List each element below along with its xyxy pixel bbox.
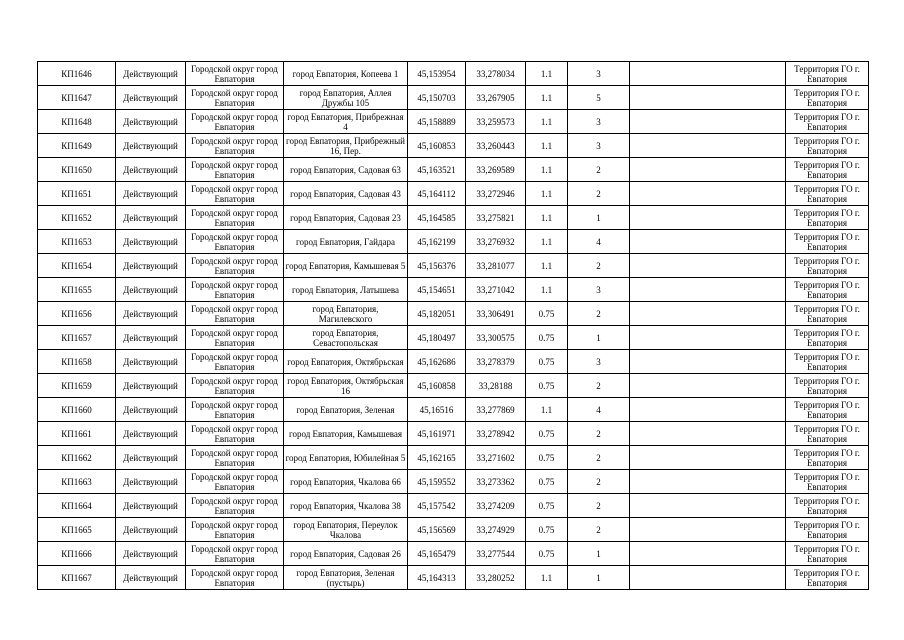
- latitude-cell: 45,164585: [408, 206, 466, 230]
- container-count-cell: 2: [568, 518, 630, 542]
- address-cell: город Евпатория, Садовая 63: [284, 158, 408, 182]
- longitude-cell: 33,277544: [466, 542, 526, 566]
- container-volume-cell: 0.75: [526, 422, 568, 446]
- container-volume-cell: 0.75: [526, 326, 568, 350]
- longitude-cell: 33,275821: [466, 206, 526, 230]
- address-cell: город Евпатория, Прибрежный 16, Пер.: [284, 134, 408, 158]
- container-volume-cell: 0.75: [526, 446, 568, 470]
- table-row: [38, 62, 869, 86]
- district-cell: Городской округ город Евпатория: [186, 446, 284, 470]
- territory-cell: Территория ГО г. Евпатория: [786, 278, 869, 302]
- territory-cell: Территория ГО г. Евпатория: [786, 86, 869, 110]
- note-cell: [630, 254, 786, 278]
- longitude-cell: 33,277869: [466, 398, 526, 422]
- container-count-cell: 1: [568, 566, 630, 590]
- note-cell: [630, 206, 786, 230]
- table-row: [38, 110, 869, 134]
- status-cell: Действующий: [116, 278, 186, 302]
- territory-cell: Территория ГО г. Евпатория: [786, 422, 869, 446]
- status-cell: Действующий: [116, 134, 186, 158]
- container-volume-cell: 1.1: [526, 134, 568, 158]
- address-cell: город Евпатория, Копеева 1: [284, 62, 408, 86]
- status-cell: Действующий: [116, 494, 186, 518]
- longitude-cell: 33,271602: [466, 446, 526, 470]
- note-cell: [630, 278, 786, 302]
- container-volume-cell: 1.1: [526, 230, 568, 254]
- district-cell: Городской округ город Евпатория: [186, 566, 284, 590]
- district-cell: Городской округ город Евпатория: [186, 206, 284, 230]
- table-row: [38, 302, 869, 326]
- container-volume-cell: 1.1: [526, 278, 568, 302]
- container-volume-cell: 1.1: [526, 182, 568, 206]
- status-cell: Действующий: [116, 158, 186, 182]
- table-row: [38, 158, 869, 182]
- table-row: [38, 278, 869, 302]
- territory-cell: Территория ГО г. Евпатория: [786, 542, 869, 566]
- status-cell: Действующий: [116, 446, 186, 470]
- status-cell: Действующий: [116, 350, 186, 374]
- site-id-cell: КП1652: [38, 206, 116, 230]
- district-cell: Городской округ город Евпатория: [186, 302, 284, 326]
- container-volume-cell: 0.75: [526, 350, 568, 374]
- table-row: [38, 470, 869, 494]
- longitude-cell: 33,267905: [466, 86, 526, 110]
- note-cell: [630, 326, 786, 350]
- address-cell: город Евпатория, Аллея Дружбы 105: [284, 86, 408, 110]
- territory-cell: Территория ГО г. Евпатория: [786, 566, 869, 590]
- latitude-cell: 45,159552: [408, 470, 466, 494]
- site-id-cell: КП1664: [38, 494, 116, 518]
- container-count-cell: 2: [568, 374, 630, 398]
- territory-cell: Территория ГО г. Евпатория: [786, 326, 869, 350]
- container-volume-cell: 1.1: [526, 86, 568, 110]
- latitude-cell: 45,165479: [408, 542, 466, 566]
- latitude-cell: 45,153954: [408, 62, 466, 86]
- status-cell: Действующий: [116, 470, 186, 494]
- status-cell: Действующий: [116, 110, 186, 134]
- district-cell: Городской округ город Евпатория: [186, 518, 284, 542]
- table-row: [38, 518, 869, 542]
- territory-cell: Территория ГО г. Евпатория: [786, 350, 869, 374]
- longitude-cell: 33,260443: [466, 134, 526, 158]
- address-cell: город Евпатория, Камышевая 5: [284, 254, 408, 278]
- note-cell: [630, 158, 786, 182]
- territory-cell: Территория ГО г. Евпатория: [786, 230, 869, 254]
- note-cell: [630, 134, 786, 158]
- district-cell: Городской округ город Евпатория: [186, 374, 284, 398]
- latitude-cell: 45,162165: [408, 446, 466, 470]
- container-count-cell: 2: [568, 302, 630, 326]
- container-volume-cell: 1.1: [526, 398, 568, 422]
- status-cell: Действующий: [116, 326, 186, 350]
- longitude-cell: 33,28188: [466, 374, 526, 398]
- district-cell: Городской округ город Евпатория: [186, 182, 284, 206]
- longitude-cell: 33,276932: [466, 230, 526, 254]
- container-count-cell: 1: [568, 206, 630, 230]
- latitude-cell: 45,158889: [408, 110, 466, 134]
- territory-cell: Территория ГО г. Евпатория: [786, 302, 869, 326]
- container-volume-cell: 0.75: [526, 302, 568, 326]
- address-cell: город Евпатория, Латышева: [284, 278, 408, 302]
- district-cell: Городской округ город Евпатория: [186, 422, 284, 446]
- note-cell: [630, 62, 786, 86]
- container-count-cell: 1: [568, 326, 630, 350]
- territory-cell: Территория ГО г. Евпатория: [786, 470, 869, 494]
- address-cell: город Евпатория, Юбилейная 5: [284, 446, 408, 470]
- address-cell: город Евпатория, Магилевского: [284, 302, 408, 326]
- note-cell: [630, 470, 786, 494]
- site-id-cell: КП1659: [38, 374, 116, 398]
- address-cell: город Евпатория, Камышевая: [284, 422, 408, 446]
- container-count-cell: 1: [568, 542, 630, 566]
- address-cell: город Евпатория, Октябрьская: [284, 350, 408, 374]
- container-count-cell: 4: [568, 398, 630, 422]
- status-cell: Действующий: [116, 62, 186, 86]
- table-body: [38, 62, 869, 590]
- note-cell: [630, 494, 786, 518]
- status-cell: Действующий: [116, 422, 186, 446]
- note-cell: [630, 398, 786, 422]
- longitude-cell: 33,269589: [466, 158, 526, 182]
- district-cell: Городской округ город Евпатория: [186, 254, 284, 278]
- territory-cell: Территория ГО г. Евпатория: [786, 206, 869, 230]
- longitude-cell: 33,259573: [466, 110, 526, 134]
- longitude-cell: 33,274929: [466, 518, 526, 542]
- address-cell: город Евпатория, Октябрьская 16: [284, 374, 408, 398]
- longitude-cell: 33,278942: [466, 422, 526, 446]
- container-count-cell: 2: [568, 158, 630, 182]
- container-volume-cell: 0.75: [526, 470, 568, 494]
- note-cell: [630, 566, 786, 590]
- container-volume-cell: 0.75: [526, 518, 568, 542]
- container-volume-cell: 1.1: [526, 158, 568, 182]
- container-count-cell: 5: [568, 86, 630, 110]
- container-count-cell: 2: [568, 470, 630, 494]
- site-id-cell: КП1658: [38, 350, 116, 374]
- note-cell: [630, 182, 786, 206]
- district-cell: Городской округ город Евпатория: [186, 470, 284, 494]
- latitude-cell: 45,160858: [408, 374, 466, 398]
- site-id-cell: КП1653: [38, 230, 116, 254]
- table-row: [38, 254, 869, 278]
- latitude-cell: 45,150703: [408, 86, 466, 110]
- latitude-cell: 45,160853: [408, 134, 466, 158]
- longitude-cell: 33,280252: [466, 566, 526, 590]
- status-cell: Действующий: [116, 374, 186, 398]
- district-cell: Городской округ город Евпатория: [186, 542, 284, 566]
- table-row: [38, 542, 869, 566]
- table-row: [38, 326, 869, 350]
- table-row: [38, 134, 869, 158]
- site-id-cell: КП1662: [38, 446, 116, 470]
- status-cell: Действующий: [116, 86, 186, 110]
- container-site-table: [37, 61, 869, 590]
- note-cell: [630, 542, 786, 566]
- territory-cell: Территория ГО г. Евпатория: [786, 446, 869, 470]
- district-cell: Городской округ город Евпатория: [186, 158, 284, 182]
- longitude-cell: 33,274209: [466, 494, 526, 518]
- status-cell: Действующий: [116, 182, 186, 206]
- note-cell: [630, 230, 786, 254]
- longitude-cell: 33,281077: [466, 254, 526, 278]
- container-count-cell: 2: [568, 494, 630, 518]
- address-cell: город Евпатория, Прибрежная 4: [284, 110, 408, 134]
- container-count-cell: 4: [568, 230, 630, 254]
- longitude-cell: 33,272946: [466, 182, 526, 206]
- status-cell: Действующий: [116, 566, 186, 590]
- district-cell: Городской округ город Евпатория: [186, 62, 284, 86]
- territory-cell: Территория ГО г. Евпатория: [786, 158, 869, 182]
- container-volume-cell: 1.1: [526, 110, 568, 134]
- address-cell: город Евпатория, Зеленая (пустырь): [284, 566, 408, 590]
- district-cell: Городской округ город Евпатория: [186, 350, 284, 374]
- container-volume-cell: 0.75: [526, 374, 568, 398]
- status-cell: Действующий: [116, 254, 186, 278]
- latitude-cell: 45,162686: [408, 350, 466, 374]
- note-cell: [630, 86, 786, 110]
- latitude-cell: 45,16516: [408, 398, 466, 422]
- address-cell: город Евпатория, Переулок Чкалова: [284, 518, 408, 542]
- territory-cell: Территория ГО г. Евпатория: [786, 110, 869, 134]
- latitude-cell: 45,156569: [408, 518, 466, 542]
- table-row: [38, 230, 869, 254]
- container-count-cell: 3: [568, 278, 630, 302]
- territory-cell: Территория ГО г. Евпатория: [786, 134, 869, 158]
- district-cell: Городской округ город Евпатория: [186, 278, 284, 302]
- note-cell: [630, 446, 786, 470]
- status-cell: Действующий: [116, 302, 186, 326]
- site-id-cell: КП1651: [38, 182, 116, 206]
- district-cell: Городской округ город Евпатория: [186, 230, 284, 254]
- container-count-cell: 3: [568, 62, 630, 86]
- territory-cell: Территория ГО г. Евпатория: [786, 254, 869, 278]
- site-id-cell: КП1667: [38, 566, 116, 590]
- address-cell: город Евпатория, Садовая 23: [284, 206, 408, 230]
- site-id-cell: КП1647: [38, 86, 116, 110]
- site-id-cell: КП1646: [38, 62, 116, 86]
- district-cell: Городской округ город Евпатория: [186, 134, 284, 158]
- container-count-cell: 2: [568, 446, 630, 470]
- note-cell: [630, 422, 786, 446]
- site-id-cell: КП1657: [38, 326, 116, 350]
- address-cell: город Евпатория, Чкалова 66: [284, 470, 408, 494]
- status-cell: Действующий: [116, 518, 186, 542]
- address-cell: город Евпатория, Чкалова 38: [284, 494, 408, 518]
- address-cell: город Евпатория, Гайдара: [284, 230, 408, 254]
- latitude-cell: 45,154651: [408, 278, 466, 302]
- latitude-cell: 45,161971: [408, 422, 466, 446]
- latitude-cell: 45,180497: [408, 326, 466, 350]
- latitude-cell: 45,182051: [408, 302, 466, 326]
- latitude-cell: 45,157542: [408, 494, 466, 518]
- district-cell: Городской округ город Евпатория: [186, 110, 284, 134]
- site-id-cell: КП1660: [38, 398, 116, 422]
- site-id-cell: КП1656: [38, 302, 116, 326]
- longitude-cell: 33,278379: [466, 350, 526, 374]
- site-id-cell: КП1665: [38, 518, 116, 542]
- table-row: [38, 350, 869, 374]
- latitude-cell: 45,156376: [408, 254, 466, 278]
- address-cell: город Евпатория, Садовая 26: [284, 542, 408, 566]
- address-cell: город Евпатория, Садовая 43: [284, 182, 408, 206]
- site-id-cell: КП1655: [38, 278, 116, 302]
- territory-cell: Территория ГО г. Евпатория: [786, 62, 869, 86]
- container-volume-cell: 0.75: [526, 494, 568, 518]
- status-cell: Действующий: [116, 206, 186, 230]
- container-count-cell: 3: [568, 110, 630, 134]
- district-cell: Городской округ город Евпатория: [186, 494, 284, 518]
- table-row: [38, 374, 869, 398]
- note-cell: [630, 110, 786, 134]
- container-volume-cell: 0.75: [526, 542, 568, 566]
- territory-cell: Территория ГО г. Евпатория: [786, 494, 869, 518]
- address-cell: город Евпатория, Севастопольская: [284, 326, 408, 350]
- table-row: [38, 182, 869, 206]
- container-count-cell: 3: [568, 134, 630, 158]
- note-cell: [630, 302, 786, 326]
- table-row: [38, 206, 869, 230]
- site-id-cell: КП1650: [38, 158, 116, 182]
- territory-cell: Территория ГО г. Евпатория: [786, 398, 869, 422]
- territory-cell: Территория ГО г. Евпатория: [786, 374, 869, 398]
- table-row: [38, 446, 869, 470]
- district-cell: Городской округ город Евпатория: [186, 326, 284, 350]
- status-cell: Действующий: [116, 230, 186, 254]
- territory-cell: Территория ГО г. Евпатория: [786, 518, 869, 542]
- latitude-cell: 45,163521: [408, 158, 466, 182]
- container-volume-cell: 1.1: [526, 566, 568, 590]
- latitude-cell: 45,162199: [408, 230, 466, 254]
- container-count-cell: 3: [568, 350, 630, 374]
- site-id-cell: КП1663: [38, 470, 116, 494]
- note-cell: [630, 518, 786, 542]
- container-volume-cell: 1.1: [526, 254, 568, 278]
- site-id-cell: КП1666: [38, 542, 116, 566]
- container-volume-cell: 1.1: [526, 62, 568, 86]
- longitude-cell: 33,278034: [466, 62, 526, 86]
- territory-cell: Территория ГО г. Евпатория: [786, 182, 869, 206]
- site-id-cell: КП1661: [38, 422, 116, 446]
- site-id-cell: КП1649: [38, 134, 116, 158]
- status-cell: Действующий: [116, 398, 186, 422]
- note-cell: [630, 374, 786, 398]
- note-cell: [630, 350, 786, 374]
- container-count-cell: 2: [568, 254, 630, 278]
- container-count-cell: 2: [568, 422, 630, 446]
- longitude-cell: 33,271042: [466, 278, 526, 302]
- table-row: [38, 398, 869, 422]
- longitude-cell: 33,273362: [466, 470, 526, 494]
- latitude-cell: 45,164313: [408, 566, 466, 590]
- site-id-cell: КП1654: [38, 254, 116, 278]
- container-volume-cell: 1.1: [526, 206, 568, 230]
- longitude-cell: 33,306491: [466, 302, 526, 326]
- district-cell: Городской округ город Евпатория: [186, 86, 284, 110]
- table-row: [38, 494, 869, 518]
- table-row: [38, 422, 869, 446]
- latitude-cell: 45,164112: [408, 182, 466, 206]
- site-id-cell: КП1648: [38, 110, 116, 134]
- longitude-cell: 33,300575: [466, 326, 526, 350]
- district-cell: Городской округ город Евпатория: [186, 398, 284, 422]
- table-row: [38, 566, 869, 590]
- status-cell: Действующий: [116, 542, 186, 566]
- address-cell: город Евпатория, Зеленая: [284, 398, 408, 422]
- container-count-cell: 2: [568, 182, 630, 206]
- table-row: [38, 86, 869, 110]
